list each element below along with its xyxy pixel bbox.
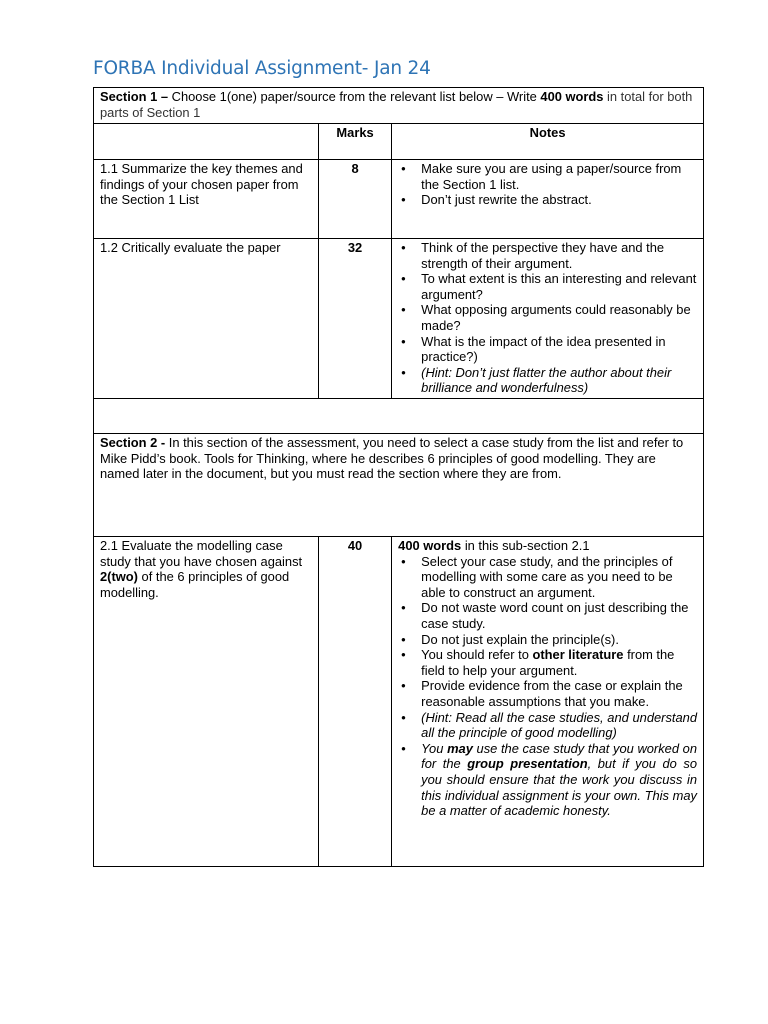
notes-2-1-heading: 400 words in this sub-section 2.1 [398, 538, 590, 553]
marks-1-2: 32 [318, 239, 391, 399]
note-item: • You should refer to other literature from the field to help your argument. [398, 647, 697, 678]
spacer-cell [94, 399, 704, 434]
task-header-cell [94, 124, 319, 160]
marks-1-1: 8 [318, 160, 391, 239]
note-item: • Do not just explain the principle(s). [398, 632, 697, 648]
word-count: 400 words [540, 89, 604, 104]
task-row-1-1 [94, 160, 704, 239]
marks-2-1: 40 [318, 537, 391, 867]
note-item: • Select your case study, and the principles of modelling with some care as you need to be able to construct an argument. [398, 554, 697, 601]
note-item-hint: • (Hint: Read all the case studies, and understand all the principle of good modelling) [398, 710, 697, 741]
note-item: • Provide evidence from the case or explain the reasonable assumptions that you make. [398, 678, 697, 709]
column-header-row [94, 124, 704, 160]
note-item: • Make sure you are using a paper/source from the Section 1 list. [398, 161, 697, 192]
note-item-hint: • (Hint: Don’t just flatter the author about their brilliance and wonderfulness) [398, 365, 697, 396]
spacer-row [94, 399, 704, 434]
note-item: • To what extent is this an interesting and relevant argument? [398, 271, 697, 302]
notes-2-1 [392, 537, 704, 867]
section-2-intro: Section 2 - In this section of the assessment, you need to select a case study from the list and refer to Mike Pidd’s book. Tools for Thinking, where he describes 6 principles of good modelling. They are named later in the document, but you must read the section where they are from. [94, 434, 704, 537]
note-item: • Do not waste word count on just describing the case study. [398, 600, 697, 631]
note-item: • What opposing arguments could reasonably be made? [398, 302, 697, 333]
task-1-1: 1.1 Summarize the key themes and findings of your chosen paper from the Section 1 List [94, 160, 319, 239]
section-1-label: Section 1 – [100, 89, 169, 104]
task-row-2-1 [94, 537, 704, 867]
note-item-group-presentation: • You may use the case study that you worked on for the group presentation, but if you do so you should ensure that the work you discuss in this individual assignment is your own. This may be a matter of academic honesty. [398, 741, 697, 819]
section-1-intro: Section 1 – Choose 1(one) paper/source from the relevant list below – Write 400 words in total for both parts of Section 1 [94, 88, 704, 124]
section-2-header-row [94, 434, 704, 537]
section-1-header-row [94, 88, 704, 124]
notes-1-2 [392, 239, 704, 399]
marks-header: Marks [318, 124, 391, 160]
note-item: • Don’t just rewrite the abstract. [398, 192, 697, 208]
assignment-table [93, 87, 704, 867]
note-item: • What is the impact of the idea presented in practice?) [398, 334, 697, 365]
section-2-label: Section 2 - [100, 435, 166, 450]
task-2-1: 2.1 Evaluate the modelling case study that you have chosen against 2(two) of the 6 principles of good modelling. [94, 537, 319, 867]
notes-1-1 [392, 160, 704, 239]
task-row-1-2 [94, 239, 704, 399]
task-1-2: 1.2 Critically evaluate the paper [94, 239, 319, 399]
document-title: FORBA Individual Assignment- Jan 24 [93, 58, 431, 79]
notes-header: Notes [392, 124, 704, 160]
note-item: • Think of the perspective they have and the strength of their argument. [398, 240, 697, 271]
